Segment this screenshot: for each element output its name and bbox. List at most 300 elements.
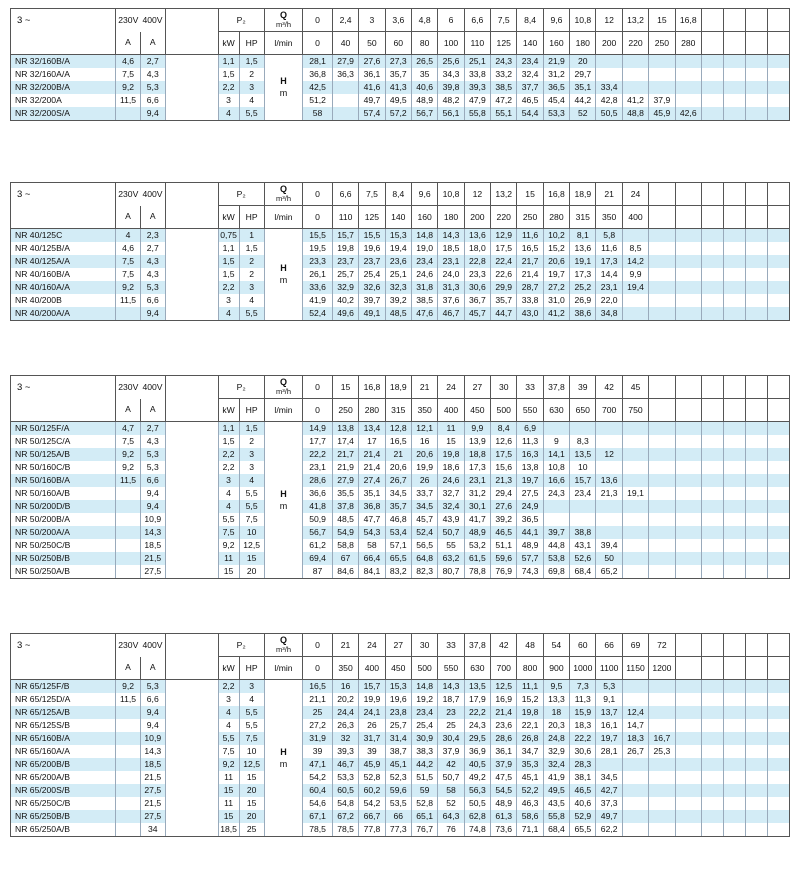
- empty-cell: [723, 500, 745, 513]
- head-value: [332, 107, 358, 121]
- spacer: [165, 448, 218, 461]
- head-value: 50: [596, 552, 622, 565]
- head-value: 24,3: [464, 719, 490, 732]
- head-value: 26,7: [385, 474, 411, 487]
- flow-lmin: 315: [570, 206, 596, 229]
- flow-lmin: 125: [359, 206, 385, 229]
- head-value: 36,8: [359, 500, 385, 513]
- current-230v: [116, 526, 140, 539]
- head-value: 21,4: [359, 461, 385, 474]
- empty-cell: [767, 307, 789, 321]
- model-name: NR 32/160B/A: [11, 55, 116, 69]
- power-hp: 5,5: [239, 706, 264, 719]
- table-row: [11, 229, 790, 243]
- head-value: 8,1: [570, 229, 596, 243]
- head-value: 61,5: [464, 552, 490, 565]
- head-value: 41,3: [385, 81, 411, 94]
- current-230v: 9,2: [116, 281, 140, 294]
- head-value: 19,0: [411, 242, 437, 255]
- flow-lmin: 500: [411, 657, 437, 680]
- flow-lmin: 180: [570, 32, 596, 55]
- empty-cell: [745, 565, 767, 579]
- head-value: [675, 758, 701, 771]
- flow-lmin: [675, 399, 701, 422]
- spacer: [165, 539, 218, 552]
- empty-cell: [701, 500, 723, 513]
- head-value: 55,8: [464, 107, 490, 121]
- head-value: 15,9: [570, 706, 596, 719]
- head-value: 35,5: [332, 487, 358, 500]
- current-400v: 27,5: [140, 810, 165, 823]
- head-value: [675, 94, 701, 107]
- empty-cell: [723, 448, 745, 461]
- head-value: 21,7: [332, 448, 358, 461]
- head-value: 13,4: [359, 422, 385, 436]
- table-row: [11, 797, 790, 810]
- head-value: 24,1: [359, 706, 385, 719]
- head-value: 43,9: [438, 513, 464, 526]
- model-name: NR 65/160A/A: [11, 745, 116, 758]
- head-value: 39,8: [438, 81, 464, 94]
- head-value: 22,6: [491, 268, 517, 281]
- head-value: 42,7: [596, 784, 622, 797]
- head-value: 42,6: [675, 107, 701, 121]
- head-value: 32,7: [438, 487, 464, 500]
- current-230v: [116, 500, 140, 513]
- head-value: [675, 771, 701, 784]
- head-value: 22,2: [464, 706, 490, 719]
- empty-cell: [745, 9, 767, 32]
- head-value: [622, 81, 648, 94]
- power-hp: 20: [239, 565, 264, 579]
- amp-unit-230: A: [116, 657, 140, 680]
- current-230v: [116, 307, 140, 321]
- empty-cell: [745, 810, 767, 823]
- current-230v: [116, 732, 140, 745]
- head-value: 39,7: [359, 294, 385, 307]
- head-value: 52,2: [517, 784, 543, 797]
- power-kw: 1,1: [218, 242, 239, 255]
- head-value: [622, 526, 648, 539]
- power-kw: 2,2: [218, 680, 239, 694]
- flow-m3h: 6,6: [332, 183, 358, 206]
- flow-lmin: 1100: [596, 657, 622, 680]
- flow-lmin: 110: [464, 32, 490, 55]
- phase-label: 3 ~: [11, 634, 116, 657]
- empty-cell: [745, 376, 767, 399]
- head-value: 28,7: [517, 281, 543, 294]
- flow-lmin: 0: [303, 399, 333, 422]
- model-name: NR 65/250C/B: [11, 797, 116, 810]
- current-230v: 4,7: [116, 422, 140, 436]
- head-value: 32,6: [359, 281, 385, 294]
- head-value: [675, 281, 701, 294]
- power-kw: 1,5: [218, 268, 239, 281]
- flow-lmin: [649, 399, 675, 422]
- h-label: H: [280, 263, 287, 273]
- flow-lmin: [675, 206, 701, 229]
- head-value: 56,7: [303, 526, 333, 539]
- head-value: 59,6: [385, 784, 411, 797]
- head-value: 23,4: [517, 55, 543, 69]
- head-value: 41,2: [543, 307, 569, 321]
- empty-cell: [745, 422, 767, 436]
- power-kw: 11: [218, 552, 239, 565]
- empty-cell: [723, 693, 745, 706]
- power-hp: 3: [239, 448, 264, 461]
- spacer: [165, 255, 218, 268]
- voltage-230v: 230V: [116, 9, 140, 32]
- table-row: [11, 565, 790, 579]
- head-value: 55,1: [491, 107, 517, 121]
- head-value: 44,2: [411, 758, 437, 771]
- spacer: [165, 9, 218, 32]
- head-value: [570, 513, 596, 526]
- empty-cell: [701, 797, 723, 810]
- current-400v: 6,6: [140, 94, 165, 107]
- current-230v: 4: [116, 229, 140, 243]
- head-value: 46,7: [438, 307, 464, 321]
- head-value: 57,1: [385, 539, 411, 552]
- empty-cell: [767, 294, 789, 307]
- empty-cell: [701, 552, 723, 565]
- flow-lmin: 400: [622, 206, 648, 229]
- head-value: 55,8: [543, 810, 569, 823]
- head-value: 40,6: [411, 81, 437, 94]
- h-unit: m: [279, 88, 288, 98]
- head-value: 30,9: [411, 732, 437, 745]
- empty-cell: [767, 732, 789, 745]
- head-value: 48,8: [622, 107, 648, 121]
- head-value: 52,3: [385, 771, 411, 784]
- head-value: 24,8: [543, 732, 569, 745]
- power-hp: 10: [239, 745, 264, 758]
- head-value: [649, 55, 675, 69]
- phase-label: 3 ~: [11, 9, 116, 32]
- head-value: 12,1: [411, 422, 437, 436]
- head-value: 24,3: [543, 487, 569, 500]
- head-value: 31,3: [438, 281, 464, 294]
- empty-cell: [723, 474, 745, 487]
- empty-cell: [745, 758, 767, 771]
- flow-lmin: 280: [359, 399, 385, 422]
- spacer: [11, 657, 116, 680]
- head-value: 25,4: [411, 719, 437, 732]
- flow-lmin: 80: [411, 32, 437, 55]
- spacer: [165, 68, 218, 81]
- current-230v: [116, 758, 140, 771]
- head-value: 11,3: [570, 693, 596, 706]
- head-value: 8,3: [570, 435, 596, 448]
- head-value: 33,8: [517, 294, 543, 307]
- spacer: [165, 745, 218, 758]
- head-value: 34,7: [517, 745, 543, 758]
- head-value: 13,5: [570, 448, 596, 461]
- flow-lmin: 0: [303, 32, 333, 55]
- head-value: 9,9: [464, 422, 490, 436]
- head-value: 65,5: [570, 823, 596, 837]
- head-value: 19,6: [385, 693, 411, 706]
- table-row: [11, 745, 790, 758]
- empty-cell: [723, 745, 745, 758]
- empty-cell: [745, 657, 767, 680]
- head-value: 22,1: [517, 719, 543, 732]
- head-value: 23,4: [411, 255, 437, 268]
- table-row: [11, 823, 790, 837]
- head-value: 12,6: [491, 435, 517, 448]
- model-name: NR 50/200A/A: [11, 526, 116, 539]
- flow-lmin: 220: [622, 32, 648, 55]
- head-value: 54,9: [332, 526, 358, 539]
- empty-cell: [767, 810, 789, 823]
- empty-cell: [723, 487, 745, 500]
- power-kw: 15: [218, 565, 239, 579]
- head-value: 55: [438, 539, 464, 552]
- head-value: 67: [332, 552, 358, 565]
- table-row: [11, 307, 790, 321]
- power-hp: 3: [239, 680, 264, 694]
- empty-cell: [701, 435, 723, 448]
- spacer: [165, 634, 218, 657]
- flow-lmin: 180: [438, 206, 464, 229]
- spacer: [165, 183, 218, 206]
- head-value: 23,3: [464, 268, 490, 281]
- spacer: [165, 657, 218, 680]
- table-row: [11, 732, 790, 745]
- head-value: [622, 435, 648, 448]
- empty-cell: [745, 435, 767, 448]
- power-hp: 7,5: [239, 513, 264, 526]
- head-value: 54,3: [359, 526, 385, 539]
- current-400v: 5,3: [140, 461, 165, 474]
- head-value: 66,7: [359, 810, 385, 823]
- head-value: 33,6: [303, 281, 333, 294]
- spacer: [165, 376, 218, 399]
- power-kw: 1,5: [218, 435, 239, 448]
- head-value: [649, 719, 675, 732]
- voltage-230v: 230V: [116, 183, 140, 206]
- power-p2-label: P₂: [218, 9, 264, 32]
- head-value: [622, 448, 648, 461]
- head-value: 30,1: [464, 500, 490, 513]
- head-value: 19,8: [517, 706, 543, 719]
- head-value: 56,7: [411, 107, 437, 121]
- current-400v: 10,9: [140, 732, 165, 745]
- flow-lmin: 800: [517, 657, 543, 680]
- head-value: 37,9: [649, 94, 675, 107]
- empty-cell: [723, 539, 745, 552]
- head-value: 12,5: [491, 680, 517, 694]
- voltage-230v: 230V: [116, 376, 140, 399]
- head-value: 27,4: [359, 474, 385, 487]
- head-value: 24,6: [438, 474, 464, 487]
- head-value: [649, 422, 675, 436]
- power-hp: 12,5: [239, 539, 264, 552]
- power-hp: 12,5: [239, 758, 264, 771]
- power-hp: 2: [239, 68, 264, 81]
- flow-lmin: [675, 657, 701, 680]
- head-value: [649, 693, 675, 706]
- current-230v: [116, 745, 140, 758]
- flow-m3h: 60: [570, 634, 596, 657]
- head-value: 11,6: [596, 242, 622, 255]
- power-hp: 1,5: [239, 55, 264, 69]
- current-230v: 9,2: [116, 461, 140, 474]
- head-value: 54,2: [303, 771, 333, 784]
- amp-unit-400: A: [140, 206, 165, 229]
- empty-cell: [701, 376, 723, 399]
- table-row: [11, 294, 790, 307]
- head-value: [543, 513, 569, 526]
- power-hp: 2: [239, 268, 264, 281]
- head-value: 45,1: [517, 771, 543, 784]
- head-value: 31,2: [464, 487, 490, 500]
- head-value: [649, 242, 675, 255]
- flow-lmin: 280: [543, 206, 569, 229]
- flow-lmin: 1200: [649, 657, 675, 680]
- empty-cell: [767, 706, 789, 719]
- flow-m3h: 33: [438, 634, 464, 657]
- head-value: 22,2: [570, 732, 596, 745]
- head-value: 32,9: [332, 281, 358, 294]
- empty-cell: [701, 745, 723, 758]
- current-230v: 9,2: [116, 448, 140, 461]
- head-value: 29,4: [491, 487, 517, 500]
- head-value: 34,8: [596, 307, 622, 321]
- power-kw: 1,1: [218, 422, 239, 436]
- spacer: [165, 797, 218, 810]
- head-value: 64,3: [438, 810, 464, 823]
- power-kw: 1,5: [218, 255, 239, 268]
- head-value: [675, 474, 701, 487]
- head-value: 56,5: [411, 539, 437, 552]
- model-name: NR 50/160A/B: [11, 487, 116, 500]
- head-value: 10: [570, 461, 596, 474]
- head-value: 41,6: [359, 81, 385, 94]
- empty-cell: [723, 206, 745, 229]
- spacer: [165, 500, 218, 513]
- flow-lmin: 550: [438, 657, 464, 680]
- head-value: 18,3: [570, 719, 596, 732]
- head-value: 39: [303, 745, 333, 758]
- performance-table: [10, 182, 790, 321]
- flow-lmin: 280: [675, 32, 701, 55]
- flow-lmin: 50: [359, 32, 385, 55]
- head-value: [622, 539, 648, 552]
- empty-cell: [701, 32, 723, 55]
- h-unit: m: [279, 500, 288, 511]
- flow-m3h: [649, 183, 675, 206]
- empty-cell: [723, 771, 745, 784]
- head-value: 54,6: [303, 797, 333, 810]
- lmin-unit: l/min: [264, 399, 302, 422]
- hp-unit: HP: [239, 206, 264, 229]
- empty-cell: [745, 680, 767, 694]
- head-value: 50,5: [464, 797, 490, 810]
- head-value: 15,5: [303, 229, 333, 243]
- head-value: [649, 526, 675, 539]
- empty-cell: [723, 281, 745, 294]
- table-row: [11, 526, 790, 539]
- head-value: [649, 784, 675, 797]
- empty-cell: [723, 810, 745, 823]
- head-value: 14,8: [411, 680, 437, 694]
- empty-cell: [745, 823, 767, 837]
- empty-cell: [767, 771, 789, 784]
- model-name: NR 65/125A/B: [11, 706, 116, 719]
- flow-m3h: 12: [464, 183, 490, 206]
- spacer: [165, 680, 218, 694]
- head-value: 12,8: [385, 422, 411, 436]
- head-value: 16,5: [385, 435, 411, 448]
- empty-cell: [701, 732, 723, 745]
- voltage-400v: 400V: [140, 183, 165, 206]
- power-kw: 1,1: [218, 55, 239, 69]
- head-value: 74,3: [517, 565, 543, 579]
- spacer: [165, 107, 218, 121]
- head-value: 22,8: [464, 255, 490, 268]
- head-value: 28,6: [303, 474, 333, 487]
- power-kw: 11: [218, 797, 239, 810]
- flow-lmin: 200: [464, 206, 490, 229]
- current-230v: 11,5: [116, 294, 140, 307]
- flow-lmin: 60: [385, 32, 411, 55]
- head-value: 23,7: [359, 255, 385, 268]
- model-name: NR 50/125C/A: [11, 435, 116, 448]
- head-value: 69,8: [543, 565, 569, 579]
- current-230v: [116, 107, 140, 121]
- head-value: 20,3: [543, 719, 569, 732]
- head-h-label: [264, 422, 302, 579]
- head-value: 47,9: [464, 94, 490, 107]
- head-value: 22,0: [596, 294, 622, 307]
- head-value: 30,6: [570, 745, 596, 758]
- head-value: 35,1: [570, 81, 596, 94]
- power-kw: 3: [218, 94, 239, 107]
- head-value: [649, 771, 675, 784]
- kw-unit: kW: [218, 32, 239, 55]
- head-value: 11,6: [517, 229, 543, 243]
- head-value: 19,4: [622, 281, 648, 294]
- model-name: NR 50/200D/B: [11, 500, 116, 513]
- head-value: [596, 758, 622, 771]
- head-value: [649, 565, 675, 579]
- empty-cell: [745, 513, 767, 526]
- empty-cell: [723, 719, 745, 732]
- empty-cell: [723, 552, 745, 565]
- spacer: [165, 706, 218, 719]
- head-value: 42,8: [596, 94, 622, 107]
- head-value: [675, 294, 701, 307]
- empty-cell: [745, 448, 767, 461]
- head-value: [622, 422, 648, 436]
- head-value: [596, 422, 622, 436]
- flow-lmin: 250: [332, 399, 358, 422]
- empty-cell: [767, 719, 789, 732]
- head-value: 27,6: [491, 500, 517, 513]
- flow-m3h: 6,6: [464, 9, 490, 32]
- head-value: 45,4: [543, 94, 569, 107]
- head-value: 46,5: [570, 784, 596, 797]
- hp-unit: HP: [239, 32, 264, 55]
- head-value: 56,1: [438, 107, 464, 121]
- head-value: 19,8: [438, 448, 464, 461]
- current-230v: [116, 487, 140, 500]
- head-value: 22,2: [303, 448, 333, 461]
- current-400v: 21,5: [140, 552, 165, 565]
- head-value: 63,2: [438, 552, 464, 565]
- flow-lmin: 650: [570, 399, 596, 422]
